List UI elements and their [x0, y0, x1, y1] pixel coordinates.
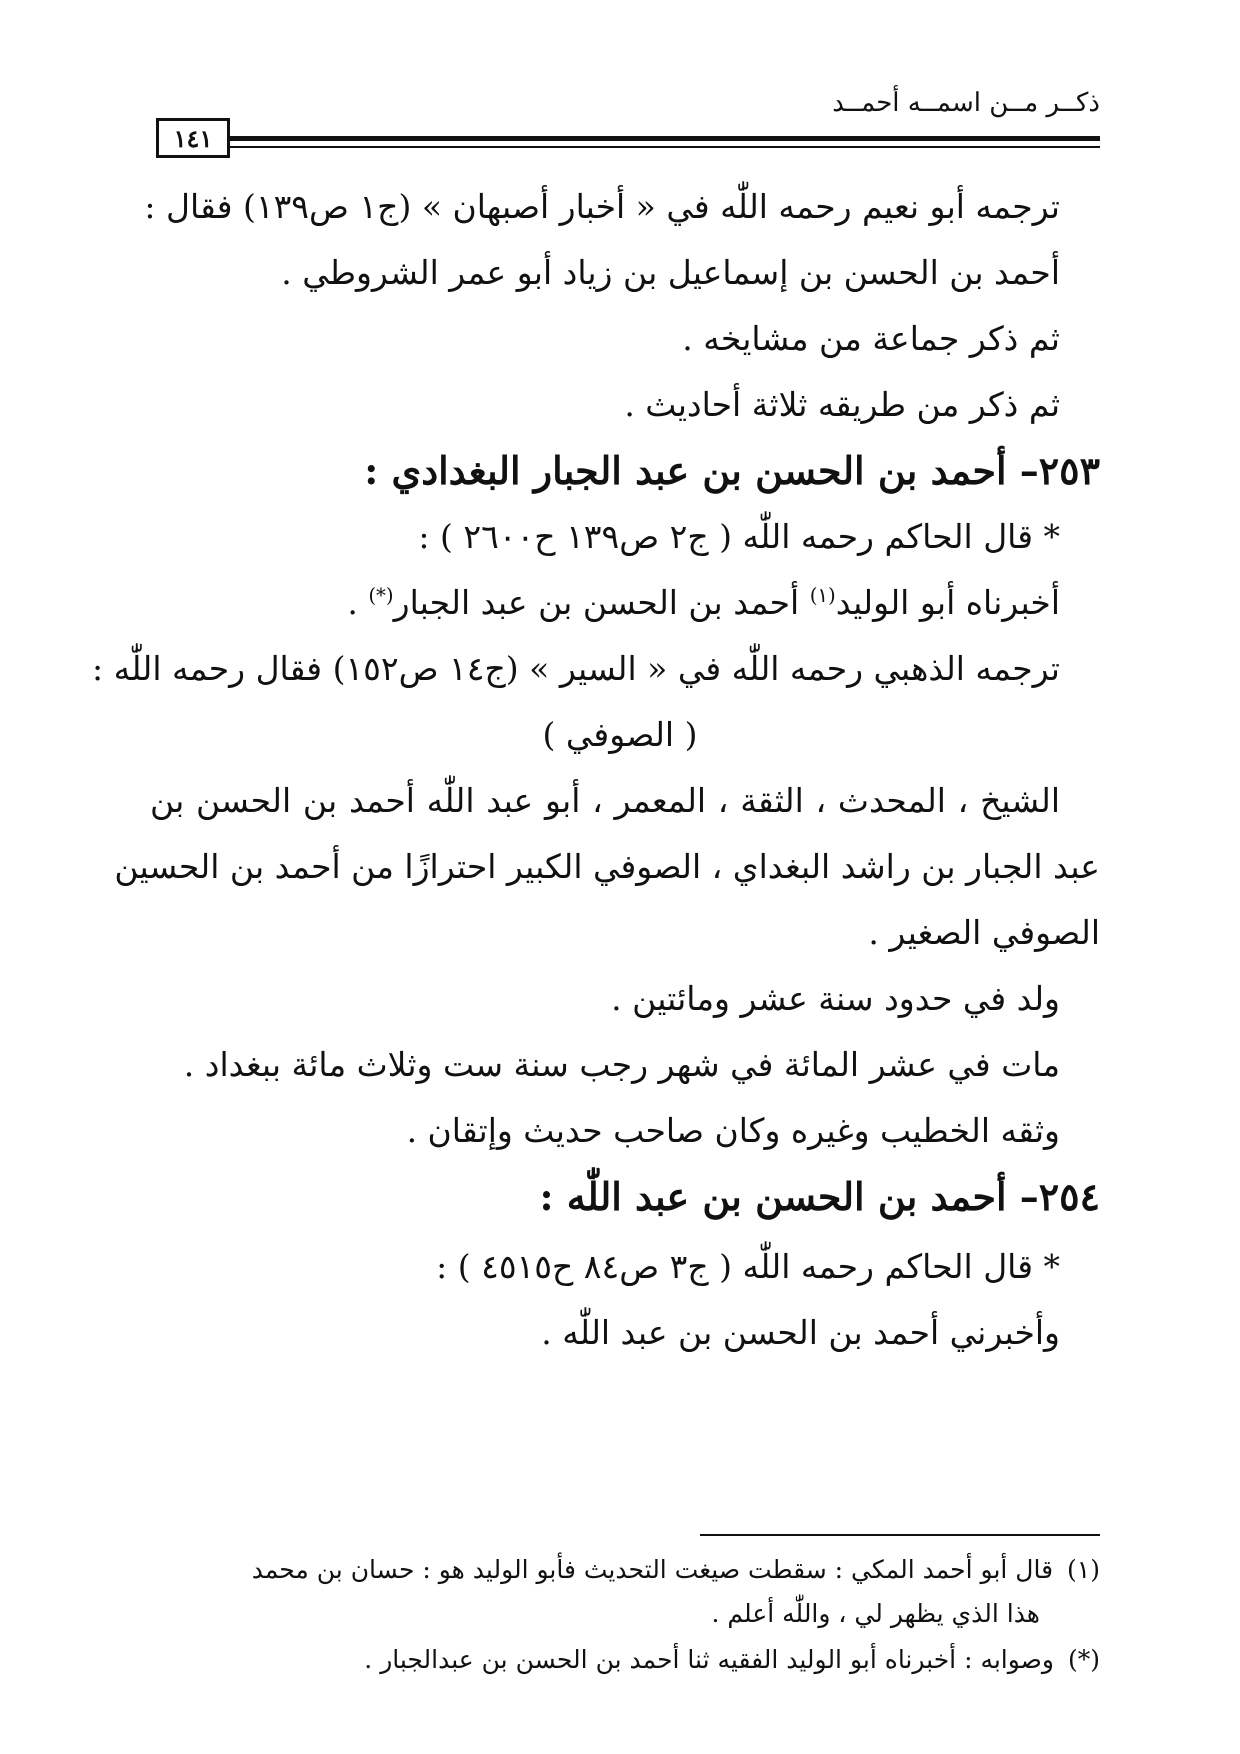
body-line: ولد في حدود سنة عشر ومائتين .	[611, 979, 1060, 1018]
body-line: مات في عشر المائة في شهر رجب سنة ست وثلاث مائة ببغداد .	[183, 1045, 1060, 1084]
body-line: ثم ذكر من طريقه ثلاثة أحاديث .	[624, 385, 1060, 424]
body-line: الشيخ ، المحدث ، الثقة ، المعمر ، أبو عبد اللّٰه أحمد بن الحسن بن	[150, 781, 1060, 820]
footnote-2	[150, 1642, 1100, 1678]
entry-heading-253: ٢٥٣– أحمد بن الحسن بن عبد الجبار البغدادي :	[364, 448, 1100, 493]
body-line	[150, 580, 1060, 626]
footnote-marker: (*)	[1067, 1645, 1100, 1674]
body-line: أحمد بن الحسن بن إسماعيل بن زياد أبو عمر الشروطي .	[281, 253, 1060, 292]
body-text: أحمد بن الحسن بن عبد الجبار	[393, 583, 810, 622]
running-title: ذكــر مــن اسمــه أحمــد	[832, 88, 1100, 118]
footnote-marker: (١)	[1067, 1555, 1100, 1584]
body-text: .	[347, 583, 369, 622]
body-line: وأخبرني أحمد بن الحسن بن عبد اللّٰه .	[541, 1313, 1060, 1352]
header-rule	[230, 136, 1100, 141]
footnote-ref[interactable]: (*)	[368, 584, 394, 607]
body-text: أخبرناه أبو الوليد	[835, 583, 1060, 622]
page-number: ١٤١	[156, 118, 230, 158]
body-line: وثقه الخطيب وغيره وكان صاحب حديث وإتقان .	[406, 1111, 1060, 1150]
body-line: عبد الجبار بن راشد البغداي ، الصوفي الكبير احترازًا من أحمد بن الحسين	[114, 847, 1100, 886]
footnote-1	[150, 1552, 1100, 1588]
header-rule-thin	[230, 146, 1100, 148]
footnote-text: قال أبو أحمد المكي : سقطت صيغت التحديث فأبو الوليد هو : حسان بن محمد	[251, 1555, 1054, 1584]
footnote-ref[interactable]: (١)	[809, 584, 836, 607]
body-line: * قال الحاكم رحمه اللّٰه ( ج٣ ص٨٤ ح٤٥١٥ ) :	[436, 1247, 1060, 1286]
body-line: * قال الحاكم رحمه اللّٰه ( ج٢ ص١٣٩ ح٢٦٠٠ ) :	[418, 517, 1060, 556]
body-line: ثم ذكر جماعة من مشايخه .	[682, 319, 1060, 358]
footnote-1-continuation: هذا الذي يظهر لي ، واللّٰه أعلم .	[711, 1599, 1040, 1628]
section-label: ( الصوفي )	[542, 715, 698, 754]
entry-heading-254: ٢٥٤– أحمد بن الحسن بن عبد اللّٰه :	[539, 1174, 1100, 1219]
body-line: ترجمه أبو نعيم رحمه اللّٰه في « أخبار أصبهان » (ج١ ص١٣٩) فقال :	[144, 187, 1060, 226]
body-line: الصوفي الصغير .	[868, 913, 1100, 952]
footnote-separator	[700, 1534, 1100, 1536]
body-line: ترجمه الذهبي رحمه اللّٰه في « السير » (ج١٤ ص١٥٢) فقال رحمه اللّٰه :	[92, 649, 1060, 688]
footnote-text: وصوابه : أخبرناه أبو الوليد الفقيه ثنا أحمد بن الحسن بن عبدالجبار .	[364, 1645, 1054, 1674]
